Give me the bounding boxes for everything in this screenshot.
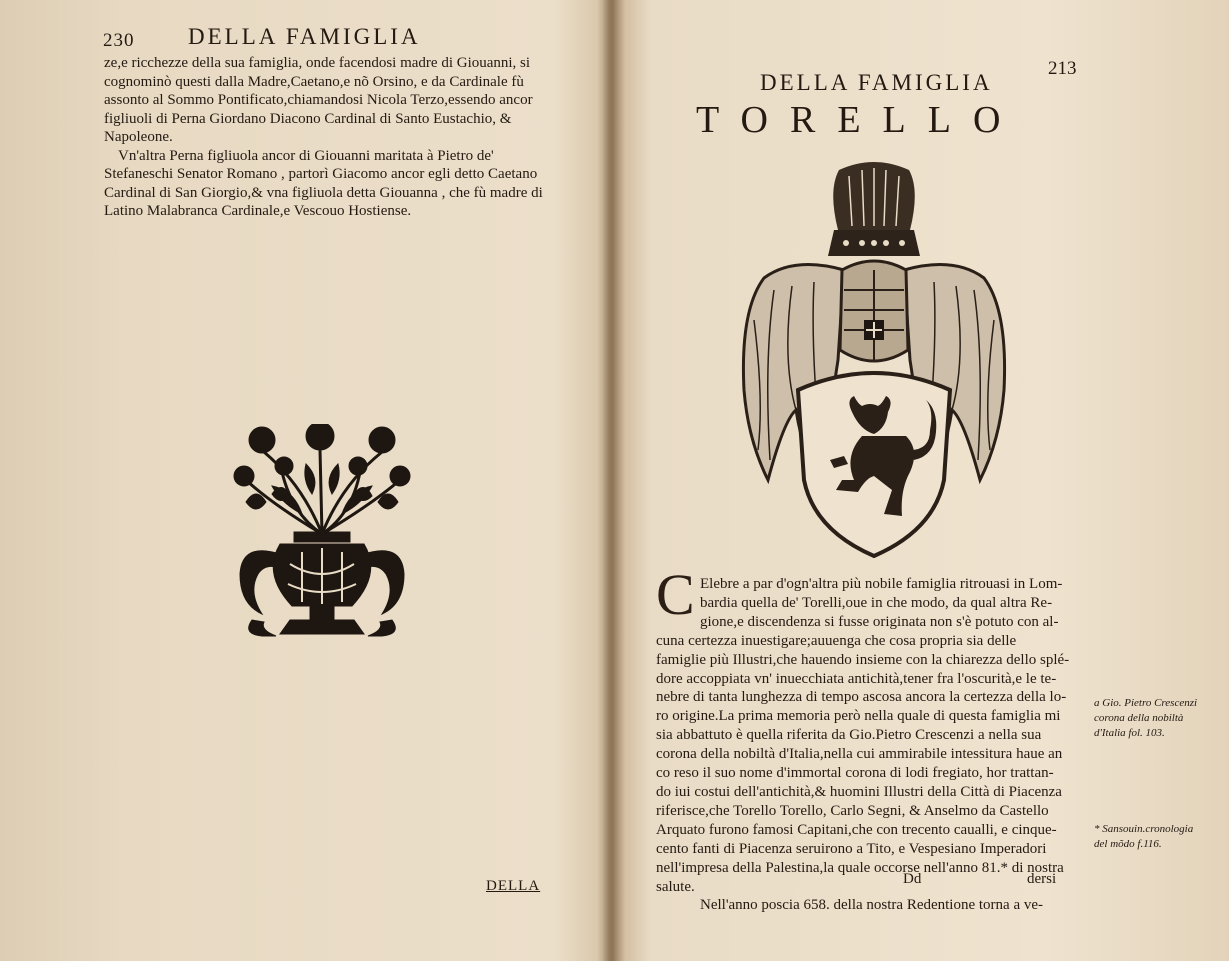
text-line: dore accoppiata vn' inuecchiata antichità,tener fra l'oscurità,e le te- [656,670,1057,687]
vase-ornament-woodcut [232,424,412,646]
text-line: famiglie più Illustri,che hauendo insieme con la chiarezza dello splé- [656,651,1070,668]
text-line: corona della nobiltà d'Italia,nella cui ammirabile intessitura haue an [656,746,1063,763]
text-line: riferisce,che Torello Torello, Carlo Segni, & Anselmo da Castello [656,802,1049,819]
right-catchword: dersi [1027,871,1057,887]
left-running-header: DELLA FAMIGLIA [188,24,421,49]
crown-icon [828,162,920,256]
left-paragraph-1: ze,e ricchezze della sua famiglia, onde facendosi madre di Giouanni, si cognominò questi dalla Madre,Caetano,e nõ Orsino, e da Cardinale fù assonto al Sommo Pontificato,chiamandosi Nicola Terzo,essendo ancor figliuoli di Perna Giordano Diacono Cardinal di Santo Eustachio, & Napoleone. [104,55,533,145]
family-title: TORELLO [696,99,1023,141]
left-page-number: 230 [103,30,135,51]
text-line-last: Nell'anno poscia 658. della nostra Redentione torna a ve- [700,897,1044,914]
right-running-header: DELLA FAMIGLIA [760,70,993,95]
left-catchword: DELLA [486,878,541,894]
text-line: nebre di tanta lunghezza di tempo ascosa ancora la certezza della lo- [656,689,1067,706]
text-line: sia abbattuto è quella riferita da Gio.Pietro Crescenzi a nella sua [656,727,1042,744]
right-page-number: 213 [1048,58,1077,79]
left-page [0,0,610,961]
text-line: nell'impresa della Palestina,la quale occorse nell'anno 81.* di nostra [656,859,1064,876]
signature-mark: Dd [903,871,922,887]
text-line: cento fanti di Piacenza seruirono a Tito, e Vespesiano Imperadori [656,840,1047,857]
text-line: gione,e discendenza si fusse originata non s'è potuto con al- [700,613,1059,630]
marginal-note-1: a Gio. Pietro Crescenzi corona della nobiltà d'Italia fol. 103. [1094,697,1198,739]
drop-cap: C [656,562,695,627]
text-line: co reso il suo nome d'immortal corona di lodi fregiato, hor trattan- [656,765,1054,782]
text-line: Arquato furono famosi Capitani,che con trecento caualli, e cinque- [656,821,1057,838]
right-page [616,0,1229,961]
helmet-icon [840,261,908,361]
text-line: Elebre a par d'ogn'altra più nobile famiglia ritrouasi in Lom- [700,576,1063,592]
text-line: salute. [656,878,695,895]
left-body-text [104,54,564,221]
text-line: do iui costui dell'antichità,& huomini Illustri della Città di Piacenza [656,783,1062,800]
text-line: bardia quella de' Torelli,oue in che modo, da qual altra Re- [700,594,1053,611]
text-line: cuna certezza inuestigare;auuenga che cosa propria sia delle [656,632,1017,649]
marginal-note-2: * Sansouin.cronologia del mõdo f.116. [1094,823,1194,850]
coat-of-arms-woodcut [734,160,1014,560]
right-body-text [656,575,1076,915]
text-line: ro origine.La prima memoria però nella quale di questa famiglia mi [656,708,1061,725]
left-paragraph-2: Vn'altra Perna figliuola ancor di Giouanni maritata à Pietro de' Stefaneschi Senator Romano , partorì Giacomo ancor egli detto Caetano Cardinal di San Giorgio,& vna figliuola detta Giouanna , che fù madre di Latino Malabranca Cardinale,e Vescouo Hostiense. [104,147,543,219]
